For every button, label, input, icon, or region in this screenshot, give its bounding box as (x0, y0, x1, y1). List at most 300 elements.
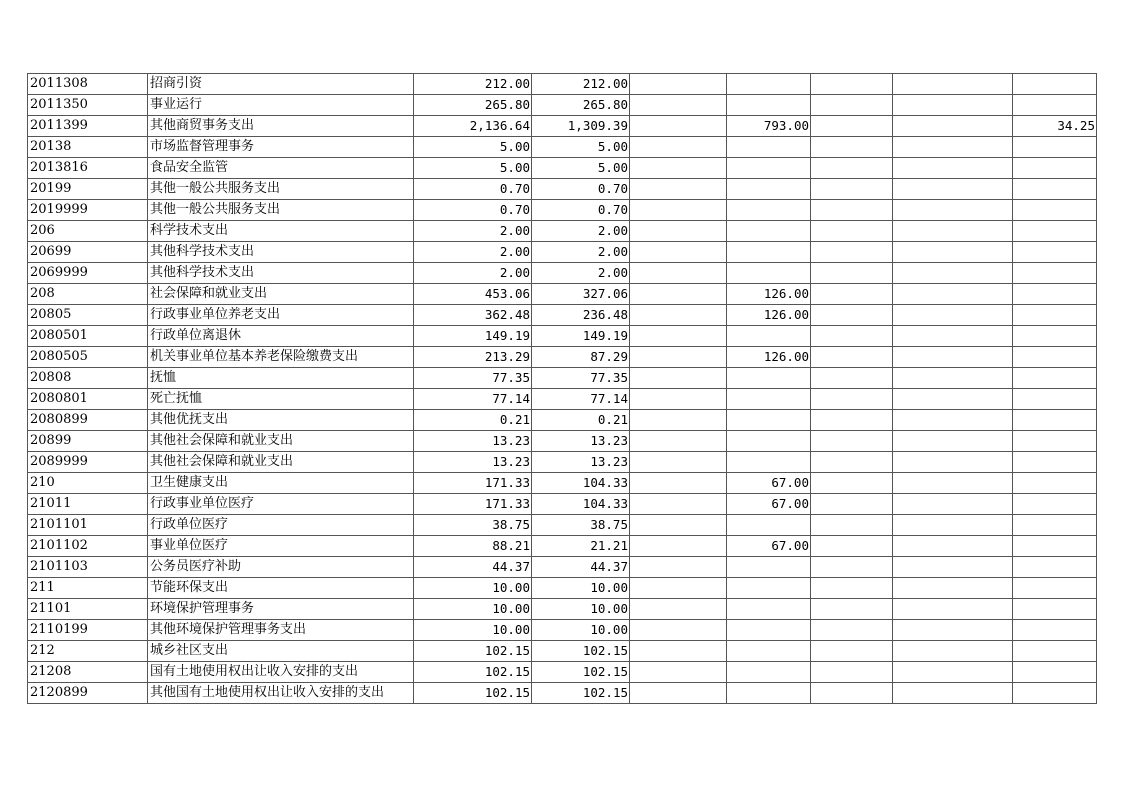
cell-col6 (893, 494, 1013, 515)
cell-col4 (727, 200, 811, 221)
cell-col6 (893, 95, 1013, 116)
cell-col5 (811, 473, 893, 494)
cell-col5 (811, 452, 893, 473)
cell-code: 2080899 (28, 410, 148, 431)
cell-code: 20138 (28, 137, 148, 158)
cell-basic: 149.19 (532, 326, 630, 347)
cell-col4: 67.00 (727, 536, 811, 557)
cell-col5 (811, 431, 893, 452)
cell-col6 (893, 452, 1013, 473)
cell-basic: 102.15 (532, 683, 630, 704)
cell-col5 (811, 641, 893, 662)
cell-total: 171.33 (414, 473, 532, 494)
cell-col5 (811, 284, 893, 305)
cell-code: 2019999 (28, 200, 148, 221)
cell-total: 362.48 (414, 305, 532, 326)
table-row (28, 74, 1097, 95)
cell-col3 (630, 452, 727, 473)
cell-col6 (893, 578, 1013, 599)
cell-basic: 0.21 (532, 410, 630, 431)
cell-col7 (1013, 683, 1097, 704)
cell-basic: 2.00 (532, 263, 630, 284)
table-row (28, 494, 1097, 515)
cell-total: 2.00 (414, 263, 532, 284)
cell-col5 (811, 305, 893, 326)
cell-col6 (893, 599, 1013, 620)
cell-name: 事业单位医疗 (148, 536, 414, 557)
cell-col6 (893, 179, 1013, 200)
table-row (28, 452, 1097, 473)
table-row (28, 284, 1097, 305)
cell-col4 (727, 515, 811, 536)
cell-code: 20899 (28, 431, 148, 452)
cell-col3 (630, 74, 727, 95)
cell-col5 (811, 347, 893, 368)
cell-name: 节能环保支出 (148, 578, 414, 599)
cell-name: 其他社会保障和就业支出 (148, 452, 414, 473)
cell-col5 (811, 494, 893, 515)
cell-col3 (630, 536, 727, 557)
cell-basic: 44.37 (532, 557, 630, 578)
cell-col7 (1013, 74, 1097, 95)
cell-col5 (811, 515, 893, 536)
cell-name: 行政单位医疗 (148, 515, 414, 536)
cell-code: 2120899 (28, 683, 148, 704)
cell-col3 (630, 641, 727, 662)
cell-col4 (727, 410, 811, 431)
cell-col5 (811, 200, 893, 221)
table-row (28, 557, 1097, 578)
cell-col3 (630, 515, 727, 536)
cell-col4 (727, 389, 811, 410)
cell-col7 (1013, 515, 1097, 536)
cell-col6 (893, 368, 1013, 389)
cell-col6 (893, 284, 1013, 305)
cell-col6 (893, 137, 1013, 158)
cell-col7 (1013, 347, 1097, 368)
cell-basic: 10.00 (532, 599, 630, 620)
cell-col6 (893, 347, 1013, 368)
cell-col3 (630, 389, 727, 410)
table-row (28, 347, 1097, 368)
cell-col4 (727, 683, 811, 704)
cell-total: 0.21 (414, 410, 532, 431)
table-row (28, 578, 1097, 599)
cell-col6 (893, 683, 1013, 704)
cell-basic: 10.00 (532, 620, 630, 641)
cell-name: 社会保障和就业支出 (148, 284, 414, 305)
cell-name: 行政单位离退休 (148, 326, 414, 347)
cell-col4 (727, 620, 811, 641)
cell-basic: 102.15 (532, 641, 630, 662)
cell-name: 环境保护管理事务 (148, 599, 414, 620)
cell-col7 (1013, 578, 1097, 599)
cell-total: 0.70 (414, 200, 532, 221)
cell-col4 (727, 662, 811, 683)
cell-col7 (1013, 137, 1097, 158)
cell-code: 21011 (28, 494, 148, 515)
cell-col3 (630, 578, 727, 599)
cell-total: 77.14 (414, 389, 532, 410)
cell-code: 20805 (28, 305, 148, 326)
cell-name: 其他科学技术支出 (148, 242, 414, 263)
cell-col3 (630, 137, 727, 158)
cell-col7 (1013, 305, 1097, 326)
cell-col6 (893, 326, 1013, 347)
cell-basic: 104.33 (532, 494, 630, 515)
cell-total: 10.00 (414, 578, 532, 599)
cell-col4 (727, 431, 811, 452)
cell-total: 149.19 (414, 326, 532, 347)
cell-col7 (1013, 263, 1097, 284)
cell-total: 265.80 (414, 95, 532, 116)
cell-col7: 34.25 (1013, 116, 1097, 137)
cell-name: 公务员医疗补助 (148, 557, 414, 578)
cell-basic: 5.00 (532, 137, 630, 158)
cell-total: 102.15 (414, 641, 532, 662)
cell-total: 44.37 (414, 557, 532, 578)
cell-name: 死亡抚恤 (148, 389, 414, 410)
cell-name: 机关事业单位基本养老保险缴费支出 (148, 347, 414, 368)
cell-name: 行政事业单位养老支出 (148, 305, 414, 326)
cell-code: 2011399 (28, 116, 148, 137)
cell-basic: 104.33 (532, 473, 630, 494)
cell-col4 (727, 557, 811, 578)
table-row (28, 200, 1097, 221)
cell-total: 13.23 (414, 452, 532, 473)
cell-col5 (811, 389, 893, 410)
cell-code: 2101101 (28, 515, 148, 536)
cell-col5 (811, 116, 893, 137)
cell-total: 102.15 (414, 662, 532, 683)
cell-col3 (630, 263, 727, 284)
table-row (28, 137, 1097, 158)
cell-col3 (630, 683, 727, 704)
cell-col6 (893, 641, 1013, 662)
table-row (28, 95, 1097, 116)
cell-total: 5.00 (414, 158, 532, 179)
cell-col7 (1013, 389, 1097, 410)
cell-col3 (630, 368, 727, 389)
cell-total: 2.00 (414, 242, 532, 263)
cell-basic: 21.21 (532, 536, 630, 557)
cell-basic: 2.00 (532, 221, 630, 242)
cell-col5 (811, 137, 893, 158)
table-row (28, 158, 1097, 179)
cell-col5 (811, 242, 893, 263)
cell-code: 2101103 (28, 557, 148, 578)
table-row (28, 515, 1097, 536)
cell-col7 (1013, 326, 1097, 347)
cell-col6 (893, 305, 1013, 326)
cell-col3 (630, 599, 727, 620)
cell-code: 210 (28, 473, 148, 494)
cell-col6 (893, 242, 1013, 263)
cell-col3 (630, 473, 727, 494)
cell-col6 (893, 620, 1013, 641)
cell-total: 10.00 (414, 599, 532, 620)
cell-col4 (727, 326, 811, 347)
cell-col7 (1013, 179, 1097, 200)
cell-basic: 327.06 (532, 284, 630, 305)
cell-name: 其他一般公共服务支出 (148, 179, 414, 200)
cell-col4 (727, 599, 811, 620)
cell-name: 其他商贸事务支出 (148, 116, 414, 137)
cell-col5 (811, 158, 893, 179)
cell-col7 (1013, 557, 1097, 578)
cell-total: 10.00 (414, 620, 532, 641)
cell-code: 206 (28, 221, 148, 242)
table-row (28, 620, 1097, 641)
cell-col4: 126.00 (727, 305, 811, 326)
cell-name: 其他科学技术支出 (148, 263, 414, 284)
cell-total: 38.75 (414, 515, 532, 536)
cell-col5 (811, 683, 893, 704)
cell-col6 (893, 74, 1013, 95)
cell-col5 (811, 368, 893, 389)
cell-basic: 13.23 (532, 431, 630, 452)
cell-col6 (893, 536, 1013, 557)
cell-col5 (811, 326, 893, 347)
cell-col3 (630, 179, 727, 200)
cell-code: 20808 (28, 368, 148, 389)
cell-col3 (630, 221, 727, 242)
cell-name: 国有土地使用权出让收入安排的支出 (148, 662, 414, 683)
cell-col5 (811, 620, 893, 641)
cell-col6 (893, 389, 1013, 410)
cell-col4 (727, 242, 811, 263)
cell-code: 2011350 (28, 95, 148, 116)
cell-col5 (811, 95, 893, 116)
cell-code: 2080505 (28, 347, 148, 368)
cell-basic: 38.75 (532, 515, 630, 536)
cell-col3 (630, 200, 727, 221)
cell-col3 (630, 620, 727, 641)
cell-name: 事业运行 (148, 95, 414, 116)
cell-col6 (893, 200, 1013, 221)
table-row (28, 179, 1097, 200)
table-row (28, 263, 1097, 284)
cell-col4 (727, 95, 811, 116)
cell-col7 (1013, 242, 1097, 263)
cell-name: 其他社会保障和就业支出 (148, 431, 414, 452)
cell-code: 21208 (28, 662, 148, 683)
cell-basic: 10.00 (532, 578, 630, 599)
cell-col4 (727, 158, 811, 179)
cell-col4 (727, 452, 811, 473)
cell-col6 (893, 557, 1013, 578)
cell-col7 (1013, 473, 1097, 494)
cell-col7 (1013, 494, 1097, 515)
cell-code: 212 (28, 641, 148, 662)
cell-col6 (893, 263, 1013, 284)
cell-col4: 67.00 (727, 473, 811, 494)
cell-col4: 793.00 (727, 116, 811, 137)
cell-basic: 5.00 (532, 158, 630, 179)
cell-col6 (893, 515, 1013, 536)
cell-col5 (811, 599, 893, 620)
cell-basic: 265.80 (532, 95, 630, 116)
cell-basic: 87.29 (532, 347, 630, 368)
cell-col7 (1013, 536, 1097, 557)
cell-col6 (893, 431, 1013, 452)
budget-table (27, 73, 1097, 704)
cell-name: 其他优抚支出 (148, 410, 414, 431)
cell-name: 其他一般公共服务支出 (148, 200, 414, 221)
cell-col5 (811, 221, 893, 242)
cell-col4: 67.00 (727, 494, 811, 515)
table-row (28, 599, 1097, 620)
cell-col7 (1013, 620, 1097, 641)
cell-total: 5.00 (414, 137, 532, 158)
cell-col7 (1013, 284, 1097, 305)
cell-name: 城乡社区支出 (148, 641, 414, 662)
cell-col5 (811, 662, 893, 683)
cell-col4: 126.00 (727, 347, 811, 368)
cell-col7 (1013, 599, 1097, 620)
table-row (28, 242, 1097, 263)
cell-total: 212.00 (414, 74, 532, 95)
cell-code: 2089999 (28, 452, 148, 473)
cell-name: 其他环境保护管理事务支出 (148, 620, 414, 641)
cell-code: 2069999 (28, 263, 148, 284)
cell-col3 (630, 284, 727, 305)
cell-code: 2101102 (28, 536, 148, 557)
cell-basic: 212.00 (532, 74, 630, 95)
table-row (28, 473, 1097, 494)
cell-total: 88.21 (414, 536, 532, 557)
cell-col3 (630, 662, 727, 683)
cell-col3 (630, 494, 727, 515)
table-row (28, 389, 1097, 410)
cell-col3 (630, 116, 727, 137)
cell-col6 (893, 116, 1013, 137)
cell-col4 (727, 368, 811, 389)
cell-total: 0.70 (414, 179, 532, 200)
cell-col5 (811, 536, 893, 557)
table-row (28, 326, 1097, 347)
cell-col4 (727, 641, 811, 662)
cell-col3 (630, 410, 727, 431)
cell-code: 211 (28, 578, 148, 599)
cell-col4 (727, 137, 811, 158)
table-row (28, 368, 1097, 389)
cell-code: 2080501 (28, 326, 148, 347)
cell-basic: 77.14 (532, 389, 630, 410)
cell-col5 (811, 557, 893, 578)
cell-col4 (727, 74, 811, 95)
cell-code: 20199 (28, 179, 148, 200)
cell-code: 2110199 (28, 620, 148, 641)
cell-col6 (893, 662, 1013, 683)
table-row (28, 662, 1097, 683)
cell-col7 (1013, 431, 1097, 452)
cell-col4 (727, 221, 811, 242)
cell-basic: 13.23 (532, 452, 630, 473)
cell-col7 (1013, 158, 1097, 179)
cell-col6 (893, 410, 1013, 431)
cell-name: 科学技术支出 (148, 221, 414, 242)
cell-code: 2013816 (28, 158, 148, 179)
cell-col7 (1013, 95, 1097, 116)
cell-total: 2,136.64 (414, 116, 532, 137)
cell-col6 (893, 473, 1013, 494)
cell-col7 (1013, 410, 1097, 431)
cell-col3 (630, 347, 727, 368)
table-body (28, 74, 1097, 704)
table-row (28, 641, 1097, 662)
cell-total: 213.29 (414, 347, 532, 368)
table-row (28, 221, 1097, 242)
cell-col6 (893, 158, 1013, 179)
cell-col7 (1013, 221, 1097, 242)
cell-total: 453.06 (414, 284, 532, 305)
cell-code: 2080801 (28, 389, 148, 410)
cell-col3 (630, 431, 727, 452)
cell-total: 102.15 (414, 683, 532, 704)
cell-total: 171.33 (414, 494, 532, 515)
table-row (28, 431, 1097, 452)
cell-col5 (811, 410, 893, 431)
table-row (28, 305, 1097, 326)
table-row (28, 683, 1097, 704)
cell-basic: 0.70 (532, 200, 630, 221)
cell-name: 食品安全监管 (148, 158, 414, 179)
cell-code: 2011308 (28, 74, 148, 95)
cell-col5 (811, 263, 893, 284)
table-row (28, 116, 1097, 137)
cell-name: 行政事业单位医疗 (148, 494, 414, 515)
cell-col4 (727, 263, 811, 284)
table-row (28, 536, 1097, 557)
cell-name: 招商引资 (148, 74, 414, 95)
cell-basic: 1,309.39 (532, 116, 630, 137)
cell-col3 (630, 305, 727, 326)
cell-col7 (1013, 452, 1097, 473)
cell-col7 (1013, 368, 1097, 389)
cell-code: 21101 (28, 599, 148, 620)
cell-basic: 77.35 (532, 368, 630, 389)
cell-total: 77.35 (414, 368, 532, 389)
cell-col6 (893, 221, 1013, 242)
cell-col4 (727, 179, 811, 200)
cell-total: 13.23 (414, 431, 532, 452)
cell-basic: 236.48 (532, 305, 630, 326)
cell-name: 卫生健康支出 (148, 473, 414, 494)
cell-col7 (1013, 200, 1097, 221)
cell-col5 (811, 179, 893, 200)
cell-name: 市场监督管理事务 (148, 137, 414, 158)
cell-basic: 0.70 (532, 179, 630, 200)
cell-basic: 2.00 (532, 242, 630, 263)
table-row (28, 410, 1097, 431)
cell-code: 20699 (28, 242, 148, 263)
cell-col3 (630, 326, 727, 347)
cell-name: 其他国有土地使用权出让收入安排的支出 (148, 683, 414, 704)
cell-col3 (630, 242, 727, 263)
cell-col7 (1013, 641, 1097, 662)
cell-col3 (630, 158, 727, 179)
cell-col7 (1013, 662, 1097, 683)
cell-col5 (811, 74, 893, 95)
cell-name: 抚恤 (148, 368, 414, 389)
cell-code: 208 (28, 284, 148, 305)
cell-col4 (727, 578, 811, 599)
cell-basic: 102.15 (532, 662, 630, 683)
cell-col5 (811, 578, 893, 599)
cell-total: 2.00 (414, 221, 532, 242)
cell-col4: 126.00 (727, 284, 811, 305)
